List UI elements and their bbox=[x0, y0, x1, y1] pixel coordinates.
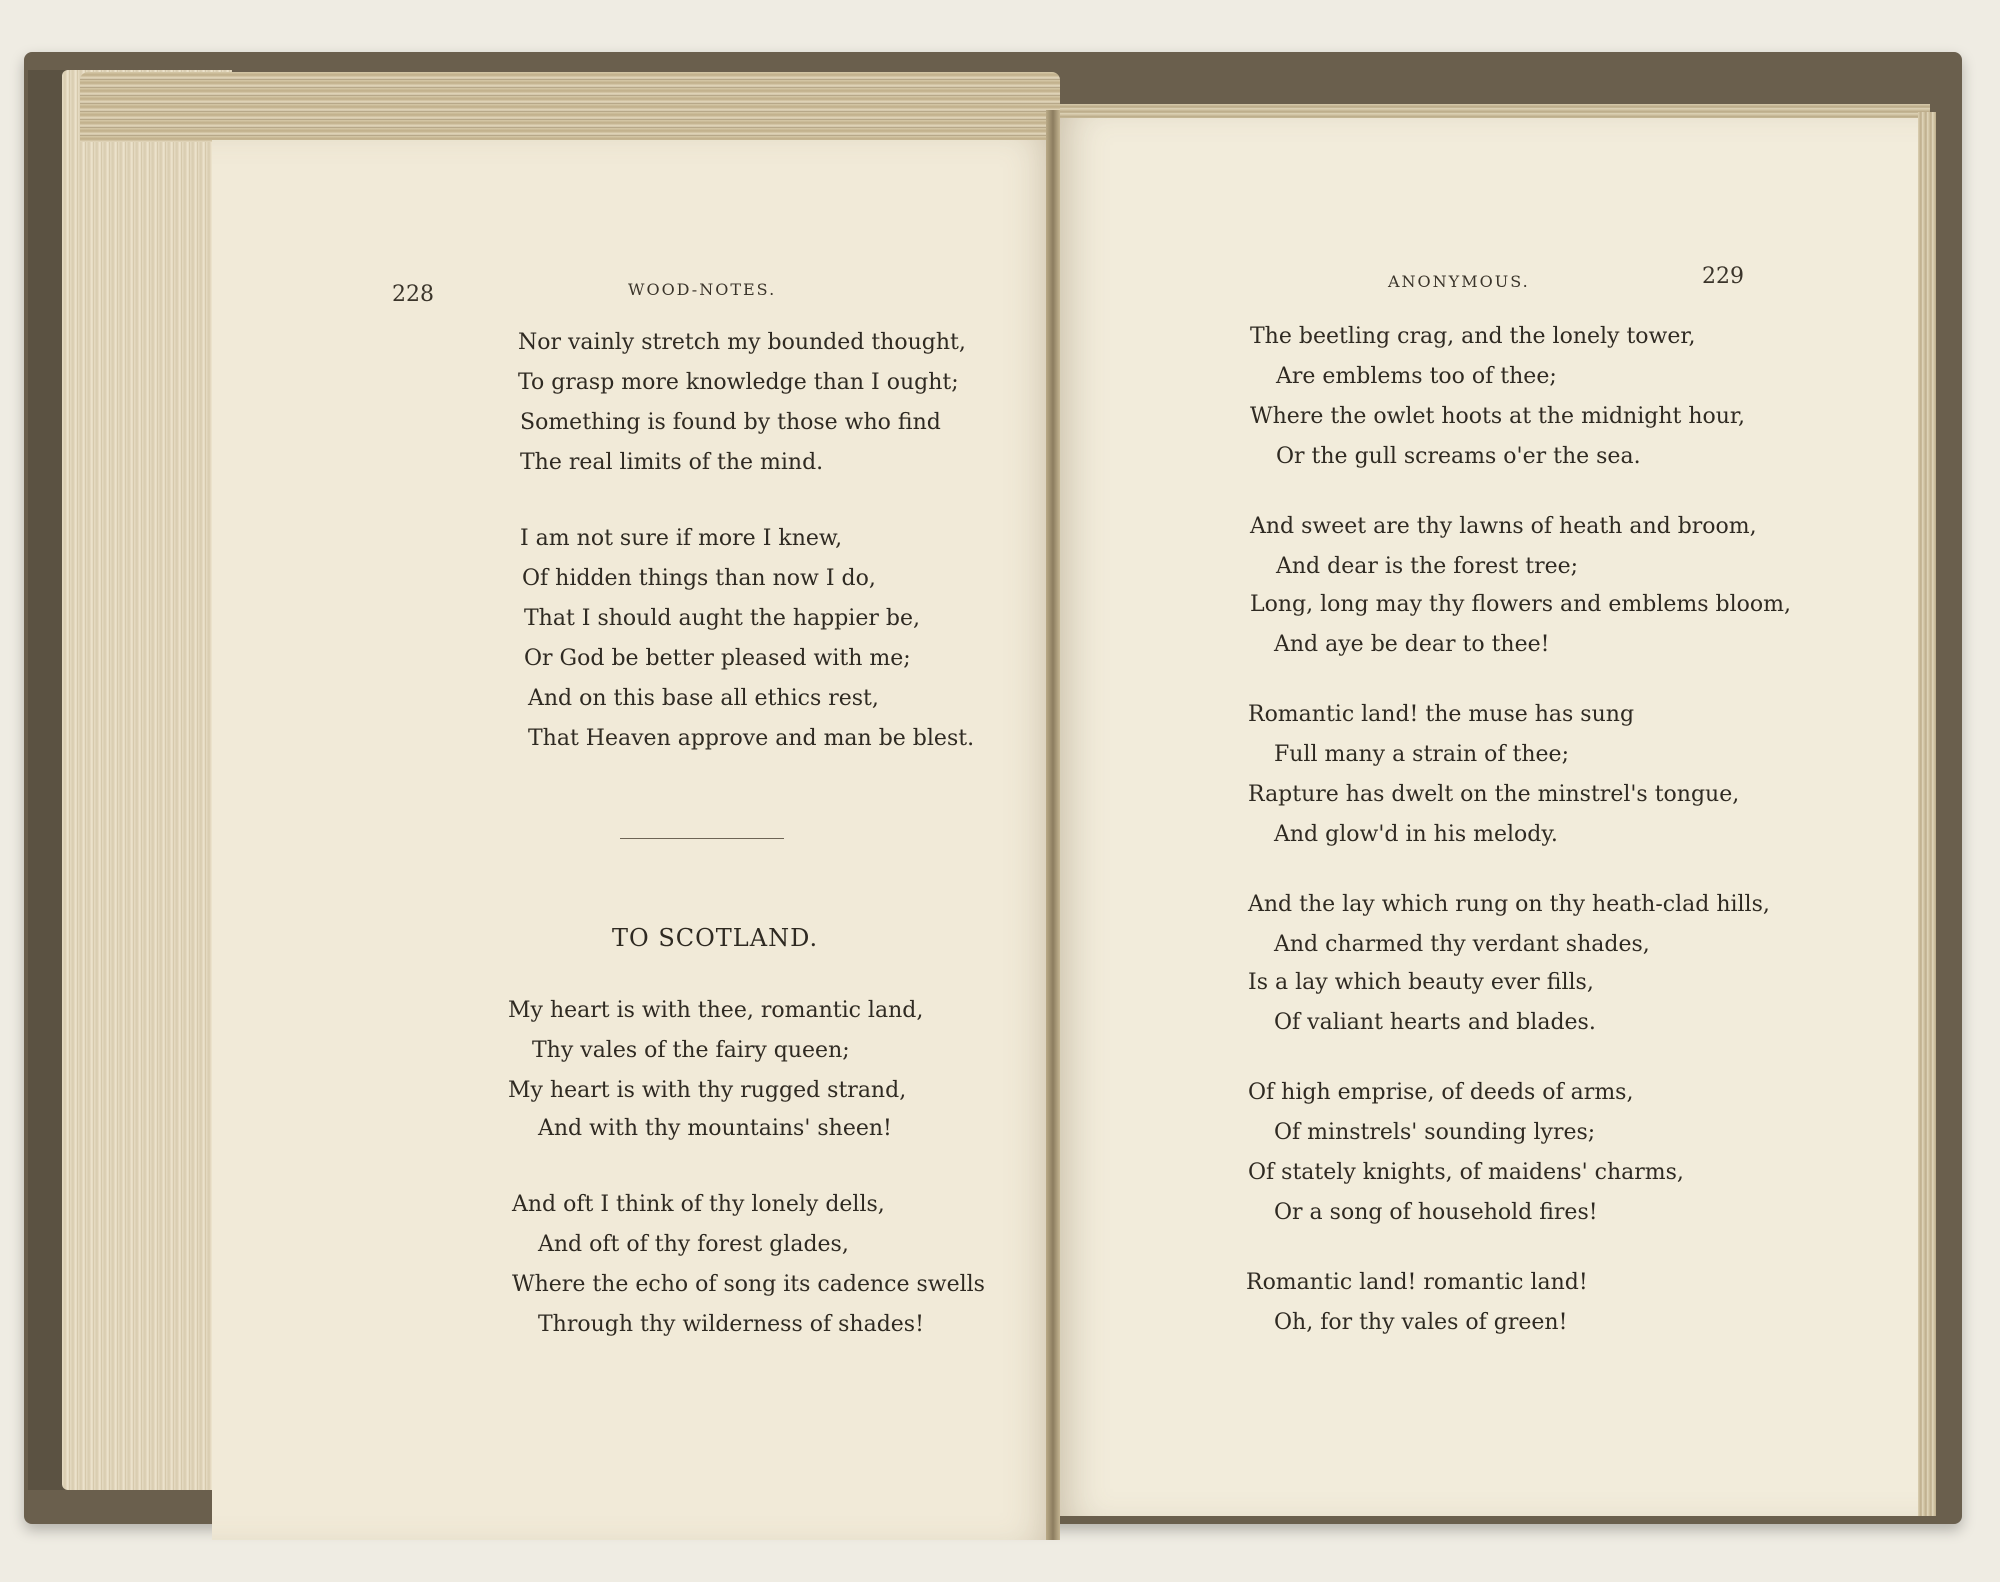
right-running-header: ANONYMOUS. bbox=[1388, 272, 1530, 291]
verse-line: Of high emprise, of deeds of arms, bbox=[1248, 1080, 1634, 1105]
verse-line: Something is found by those who find bbox=[520, 410, 941, 435]
verse-line: Full many a strain of thee; bbox=[1274, 742, 1569, 767]
verse-line: Romantic land! romantic land! bbox=[1246, 1270, 1588, 1295]
verse-line: The real limits of the mind. bbox=[520, 450, 824, 475]
verse-line: Or the gull screams o'er the sea. bbox=[1276, 444, 1641, 469]
verse-line: Long, long may thy flowers and emblems bloom, bbox=[1250, 592, 1792, 617]
verse-line: And charmed thy verdant shades, bbox=[1274, 932, 1650, 957]
book-gutter bbox=[1046, 110, 1060, 1540]
verse-line: To grasp more knowledge than I ought; bbox=[518, 370, 959, 395]
verse-line: That Heaven approve and man be blest. bbox=[528, 726, 975, 751]
verse-line: And the lay which rung on thy heath-clad hills, bbox=[1248, 892, 1770, 917]
verse-line: Or a song of household fires! bbox=[1274, 1200, 1598, 1225]
top-page-edges bbox=[80, 72, 1060, 142]
verse-line: And aye be dear to thee! bbox=[1274, 632, 1550, 657]
left-page-stack bbox=[62, 70, 232, 1490]
verse-line: That I should aught the happier be, bbox=[524, 606, 920, 631]
left-running-header: WOOD-NOTES. bbox=[628, 280, 777, 299]
verse-line: And sweet are thy lawns of heath and broom, bbox=[1250, 514, 1757, 539]
verse-line: My heart is with thee, romantic land, bbox=[508, 998, 924, 1023]
verse-line: Where the echo of song its cadence swells bbox=[512, 1272, 985, 1297]
verse-line: Nor vainly stretch my bounded thought, bbox=[518, 330, 966, 355]
poem-title: TO SCOTLAND. bbox=[612, 924, 819, 952]
verse-line: And oft of thy forest glades, bbox=[538, 1232, 849, 1257]
verse-line: Are emblems too of thee; bbox=[1276, 364, 1557, 389]
verse-line: And dear is the forest tree; bbox=[1276, 554, 1579, 579]
verse-line: Of minstrels' sounding lyres; bbox=[1274, 1120, 1596, 1145]
left-page-number: 228 bbox=[392, 282, 434, 307]
verse-line: I am not sure if more I knew, bbox=[520, 526, 843, 551]
verse-line: Through thy wilderness of shades! bbox=[538, 1312, 924, 1337]
verse-line: And oft I think of thy lonely dells, bbox=[512, 1192, 885, 1217]
verse-line: And glow'd in his melody. bbox=[1274, 822, 1558, 847]
verse-line: Rapture has dwelt on the minstrel's tongue, bbox=[1248, 782, 1740, 807]
verse-line: Of stately knights, of maidens' charms, bbox=[1248, 1160, 1684, 1185]
verse-line: Romantic land! the muse has sung bbox=[1248, 702, 1635, 727]
verse-line: My heart is with thy rugged strand, bbox=[508, 1078, 907, 1103]
verse-line: Is a lay which beauty ever fills, bbox=[1248, 970, 1594, 995]
verse-line: Of valiant hearts and blades. bbox=[1274, 1010, 1596, 1035]
verse-line: Where the owlet hoots at the midnight hour, bbox=[1250, 404, 1746, 429]
verse-line: Thy vales of the fairy queen; bbox=[532, 1038, 850, 1063]
right-page-number: 229 bbox=[1702, 264, 1744, 289]
verse-line: Or God be better pleased with me; bbox=[524, 646, 911, 671]
section-divider bbox=[620, 838, 784, 839]
verse-line: Oh, for thy vales of green! bbox=[1274, 1310, 1568, 1335]
verse-line: Of hidden things than now I do, bbox=[522, 566, 876, 591]
verse-line: And with thy mountains' sheen! bbox=[538, 1116, 892, 1141]
verse-line: And on this base all ethics rest, bbox=[528, 686, 879, 711]
right-page-edges bbox=[1918, 112, 1936, 1516]
verse-line: The beetling crag, and the lonely tower, bbox=[1250, 324, 1696, 349]
